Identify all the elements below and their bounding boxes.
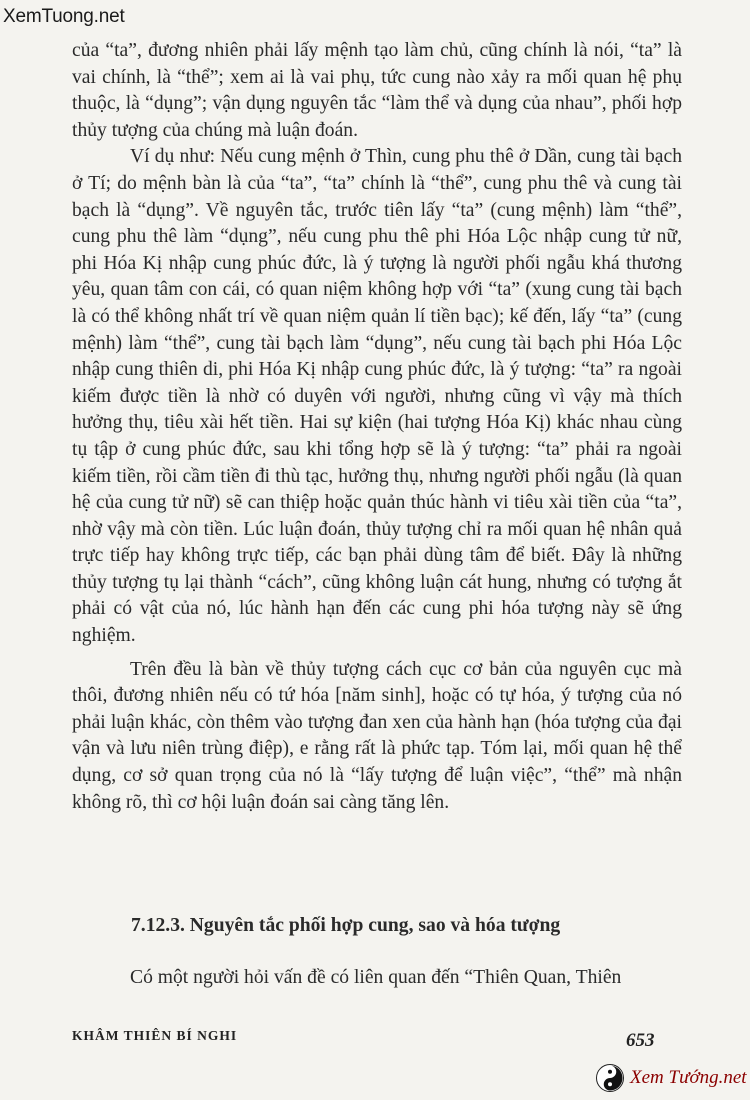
yin-yang-icon <box>596 1064 624 1092</box>
paragraph-3: Trên đều là bàn về thủy tượng cách cục cơ bản của nguyên cục mà thôi, đương nhiên nếu có tứ hóa [năm sinh], hoặc có tự hóa, ý tượng của nó phải luận khác, còn thêm vào tượng đan xen của hành hạn (hóa tượng của đại vận và lưu niên trùng điệp), e rằng rất là phức tạp. Tóm lại, mối quan hệ thể dụng, cơ sở quan trọng của nó là “lấy tượng để luận việc”, “thể” mà nhận không rõ, thì cơ hội luận đoán sai càng tăng lên. <box>72 658 682 813</box>
page-number: 653 <box>626 1030 655 1051</box>
paragraph-1: của “ta”, đương nhiên phải lấy mệnh tạo làm chủ, cũng chính là nói, “ta” là vai chính, là “thể”; xem ai là vai phụ, tức cung nào xảy ra mối quan hệ phụ thuộc, là “dụng”; vận dụng nguyên tắc “làm thể và dụng của nhau”, phối hợp thủy tượng của chúng mà luận đoán. <box>72 40 682 141</box>
logo-text: Xem Tướng.net <box>630 1067 747 1088</box>
page-body <box>72 38 682 816</box>
book-title: KHÂM THIÊN BÍ NGHI <box>72 1028 238 1043</box>
section-body: Có một người hỏi vấn đề có liên quan đến “Thiên Quan, Thiên <box>130 967 622 988</box>
site-logo <box>596 1064 747 1092</box>
site-label: XemTuong.net <box>3 6 125 27</box>
section-heading: 7.12.3. Nguyên tắc phối hợp cung, sao và hóa tượng <box>131 915 561 936</box>
paragraph-2: Ví dụ như: Nếu cung mệnh ở Thìn, cung phu thê ở Dần, cung tài bạch ở Tí; do mệnh bàn là của “ta”, “ta” chính là “thể”, cung phu thê và cung tài bạch là “dụng”. Về nguyên tắc, trước tiên lấy “ta” (cung mệnh) làm “thể”, cung phu thê làm “dụng”, nếu cung phu thê phi Hóa Lộc nhập cung tử nữ, phi Hóa Kị nhập cung phúc đức, là ý tượng là người phối ngẫu khá thương yêu, quan tâm con cái, có quan niệm không hợp với “ta” (xung cung tài bạch là có thể không nhất trí về quan niệm quản lí tiền bạc); kế đến, lấy “ta” (cung mệnh) làm “thể”, cung tài bạch làm “dụng”, nếu cung tài bạch phi Hóa Lộc nhập cung thiên di, phi Hóa Kị nhập cung phúc đức, là ý tượng: “ta” ra ngoài kiếm được tiền là nhờ có duyên với người, nhưng cũng vì vậy mà thích hưởng thụ, tiêu xài hết tiền. Hai sự kiện (hai tượng Hóa Kị) khác nhau cùng tụ tập ở cung phúc đức, sau khi tổng hợp sẽ là ý tượng: “ta” phải ra ngoài kiếm tiền, rồi cầm tiền đi thù tạc, hưởng thụ, nhưng người phối ngẫu (là quan hệ của cung tử nữ) sẽ can thiệp hoặc quản thúc hành vi tiêu xài tiền của “ta”, nhờ vậy mà còn tiền. Lúc luận đoán, thủy tượng chỉ ra mối quan hệ nhân quả trực tiếp hay không trực tiếp, các bạn phải dùng tâm để biết. Đây là những thủy tượng tụ lại thành “cách”, cũng không luận cát hung, nhưng có tượng ắt phải có vật của nó, lúc hành hạn đến các cung phi hóa tượng này sẽ ứng nghiệm. <box>72 146 682 647</box>
